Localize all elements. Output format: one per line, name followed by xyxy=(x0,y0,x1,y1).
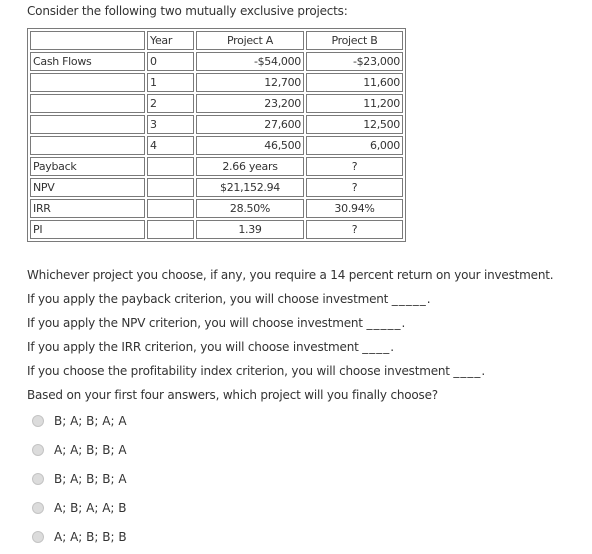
option-label: B; A; B; A; A xyxy=(54,414,127,428)
row-project-b: 12,500 xyxy=(306,115,403,134)
metric-year-empty xyxy=(147,178,194,197)
metric-project-b: ? xyxy=(306,157,403,176)
answer-option-2[interactable] xyxy=(32,472,127,486)
answer-option-1[interactable] xyxy=(32,443,127,457)
answer-blank: ____. xyxy=(362,340,396,354)
header-label-cell xyxy=(30,31,145,50)
row-label xyxy=(30,136,145,155)
radio-button-icon[interactable] xyxy=(32,531,44,543)
row-year: 3 xyxy=(147,115,194,134)
answer-blank: _____. xyxy=(391,292,432,306)
row-project-a: -$54,000 xyxy=(196,52,304,71)
row-project-a: 23,200 xyxy=(196,94,304,113)
row-label xyxy=(30,94,145,113)
header-year: Year xyxy=(147,31,194,50)
metric-project-a: 1.39 xyxy=(196,220,304,239)
row-project-a: 12,700 xyxy=(196,73,304,92)
option-label: B; A; B; B; A xyxy=(54,472,127,486)
table-row xyxy=(30,199,403,218)
row-label: Cash Flows xyxy=(30,52,145,71)
row-year: 0 xyxy=(147,52,194,71)
metric-label-irr: IRR xyxy=(30,199,145,218)
header-project-a: Project A xyxy=(196,31,304,50)
option-label: A; A; B; B; B xyxy=(54,530,127,544)
table-row xyxy=(30,157,403,176)
answer-option-0[interactable] xyxy=(32,414,127,428)
metric-project-b: ? xyxy=(306,220,403,239)
question-text: If you choose the profitability index criterion, you will choose investment xyxy=(27,364,454,378)
metric-label-pi: PI xyxy=(30,220,145,239)
metric-year-empty xyxy=(147,199,194,218)
row-year: 1 xyxy=(147,73,194,92)
radio-button-icon[interactable] xyxy=(32,415,44,427)
question-text: Based on your first four answers, which project will you finally choose? xyxy=(27,388,438,402)
final-choice-question xyxy=(27,388,438,402)
metric-label-payback: Payback xyxy=(30,157,145,176)
header-project-b: Project B xyxy=(306,31,403,50)
question-text: If you apply the IRR criterion, you will choose investment xyxy=(27,340,363,354)
row-project-b: 11,200 xyxy=(306,94,403,113)
required-return-line xyxy=(27,268,553,282)
payback-question xyxy=(27,292,432,306)
radio-button-icon[interactable] xyxy=(32,444,44,456)
table-row xyxy=(30,115,403,134)
table-row xyxy=(30,220,403,239)
row-project-b: 11,600 xyxy=(306,73,403,92)
row-label xyxy=(30,73,145,92)
row-year: 4 xyxy=(147,136,194,155)
table-row xyxy=(30,178,403,197)
cash-flow-table xyxy=(27,28,406,242)
table-row xyxy=(30,136,403,155)
option-label: A; A; B; B; A xyxy=(54,443,127,457)
answer-option-3[interactable] xyxy=(32,501,127,515)
answer-blank: ____. xyxy=(453,364,487,378)
metric-project-b: ? xyxy=(306,178,403,197)
row-project-b: 6,000 xyxy=(306,136,403,155)
npv-question xyxy=(27,316,406,330)
table-row xyxy=(30,52,403,71)
question-text: If you apply the NPV criterion, you will choose investment xyxy=(27,316,367,330)
radio-button-icon[interactable] xyxy=(32,502,44,514)
row-year: 2 xyxy=(147,94,194,113)
answer-option-4[interactable] xyxy=(32,530,127,544)
question-text: If you apply the payback criterion, you will choose investment xyxy=(27,292,392,306)
answer-blank: _____. xyxy=(366,316,407,330)
irr-question xyxy=(27,340,395,354)
question-text: Whichever project you choose, if any, you require a 14 percent return on your investment. xyxy=(27,268,554,282)
row-project-b: -$23,000 xyxy=(306,52,403,71)
row-project-a: 27,600 xyxy=(196,115,304,134)
metric-project-a: 2.66 years xyxy=(196,157,304,176)
metric-year-empty xyxy=(147,157,194,176)
metric-project-b: 30.94% xyxy=(306,199,403,218)
pi-question xyxy=(27,364,486,378)
table-header-row xyxy=(30,31,403,50)
row-label xyxy=(30,115,145,134)
question-intro: Consider the following two mutually exclusive projects: xyxy=(27,4,348,18)
option-label: A; B; A; A; B xyxy=(54,501,127,515)
metric-year-empty xyxy=(147,220,194,239)
table-row xyxy=(30,94,403,113)
metric-label-npv: NPV xyxy=(30,178,145,197)
radio-button-icon[interactable] xyxy=(32,473,44,485)
table-row xyxy=(30,73,403,92)
row-project-a: 46,500 xyxy=(196,136,304,155)
metric-project-a: 28.50% xyxy=(196,199,304,218)
metric-project-a: $21,152.94 xyxy=(196,178,304,197)
